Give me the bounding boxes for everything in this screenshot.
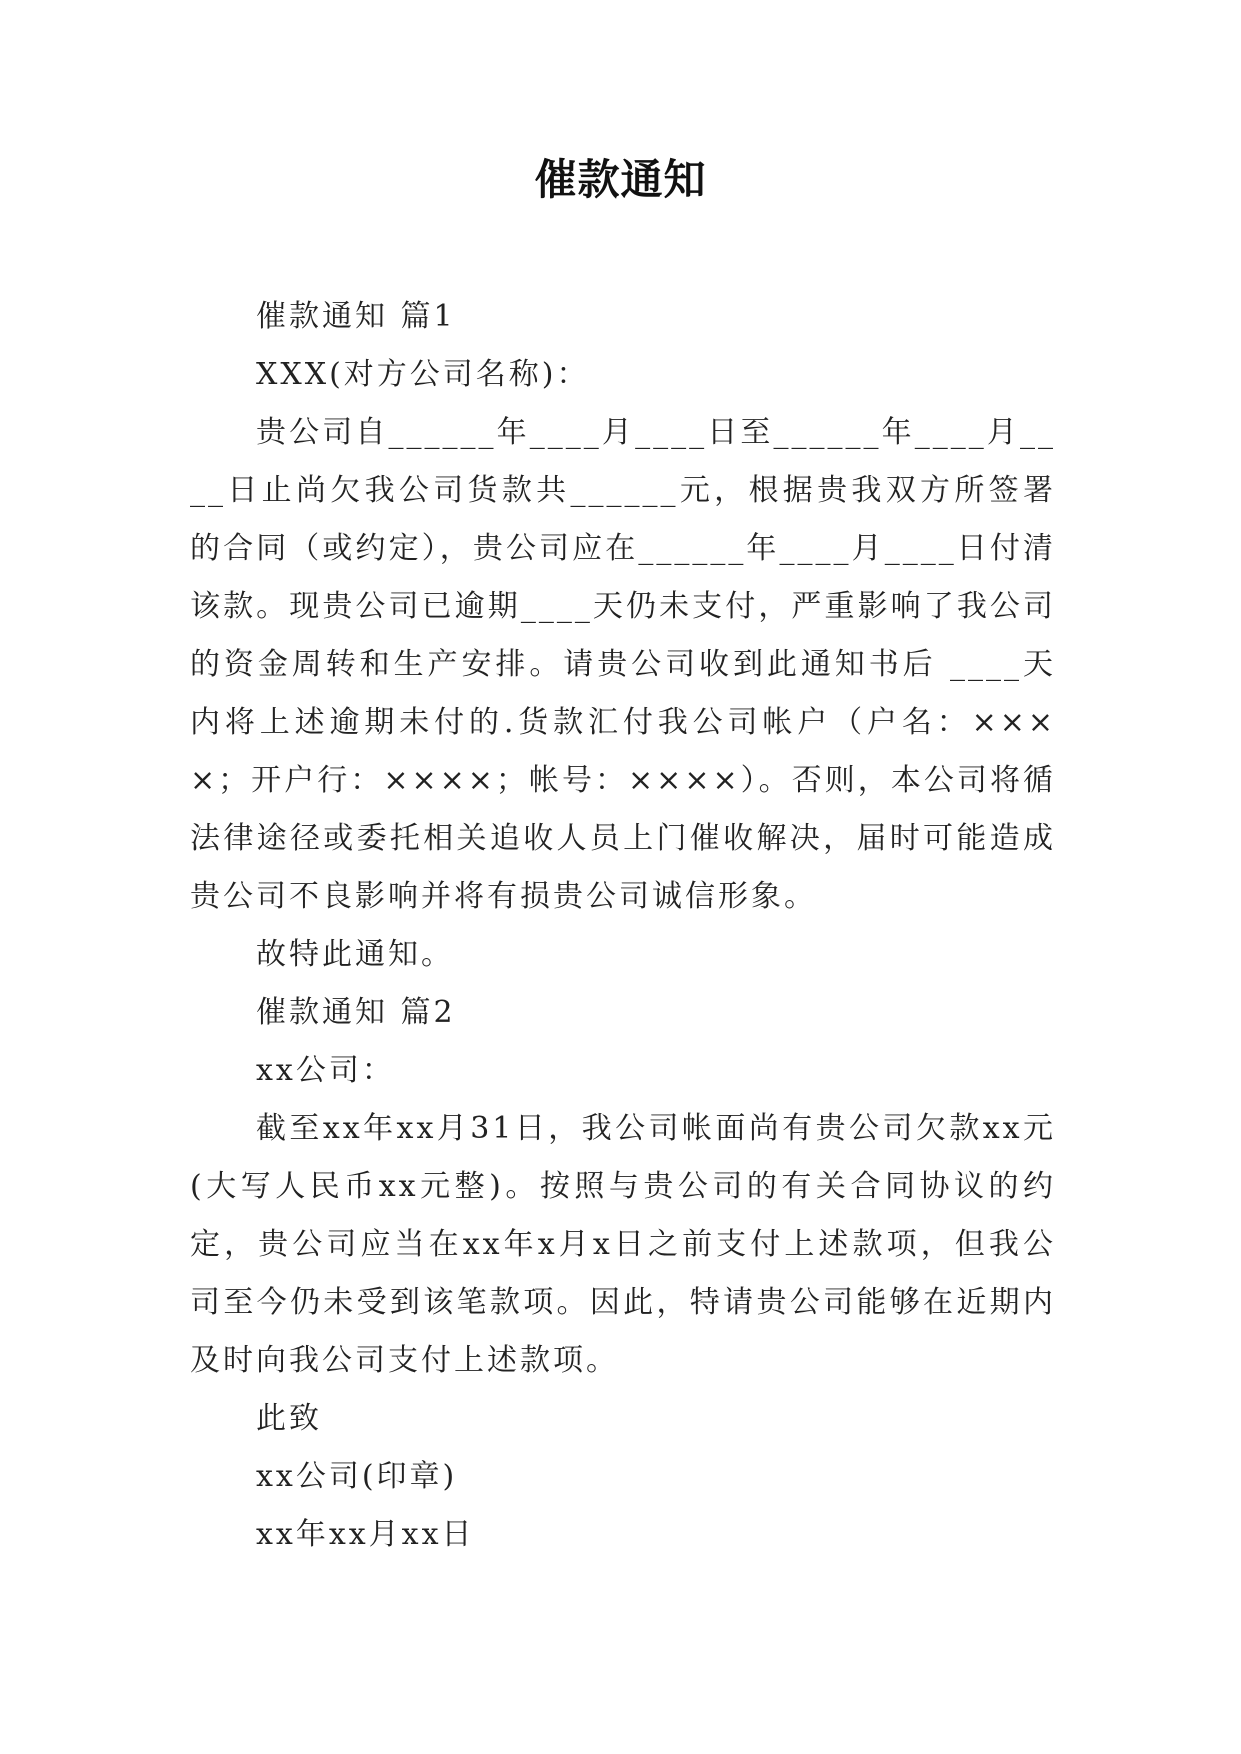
document-body (190, 288, 1056, 1564)
closing-1: 故特此通知。 (256, 937, 454, 972)
signature-date: xx年xx月xx日 (256, 1517, 475, 1552)
salutation-2: xx公司： (256, 1053, 395, 1088)
salutation-1: XXX(对方公司名称)： (256, 357, 590, 392)
closing-2: 此致 (256, 1401, 322, 1436)
body-paragraph-1: 贵公司自______年____月____日至______年____月____日止尚欠我公司货款共______元，根据贵我双方所签署的合同（或约定），贵公司应在______年____月____日付清该款。现贵公司已逾期____天仍未支付，严重影响了我公司的资金周转和生产安排。请贵公司收到此通知书后 ____天内将上述逾期未付的.货款汇付我公司帐户（户名：××××；开户行：××××；帐号：××××）。否则，本公司将循法律途径或委托相关追收人员上门催收解决，届时可能造成贵公司不良影响并将有损贵公司诚信形象。 (190, 415, 1056, 914)
signature-company: xx公司(印章) (256, 1459, 458, 1494)
document-title: 催款通知 (534, 155, 707, 204)
section-heading-1: 催款通知 篇1 (256, 299, 456, 334)
body-paragraph-2: 截至xx年xx月31日，我公司帐面尚有贵公司欠款xx元(大写人民币xx元整)。按照与贵公司的有关合同协议的约定，贵公司应当在xx年x月x日之前支付上述款项，但我公司至今仍未受到该笔款项。因此，特请贵公司能够在近期内及时向我公司支付上述款项。 (190, 1111, 1056, 1378)
section-heading-2: 催款通知 篇2 (256, 995, 456, 1030)
